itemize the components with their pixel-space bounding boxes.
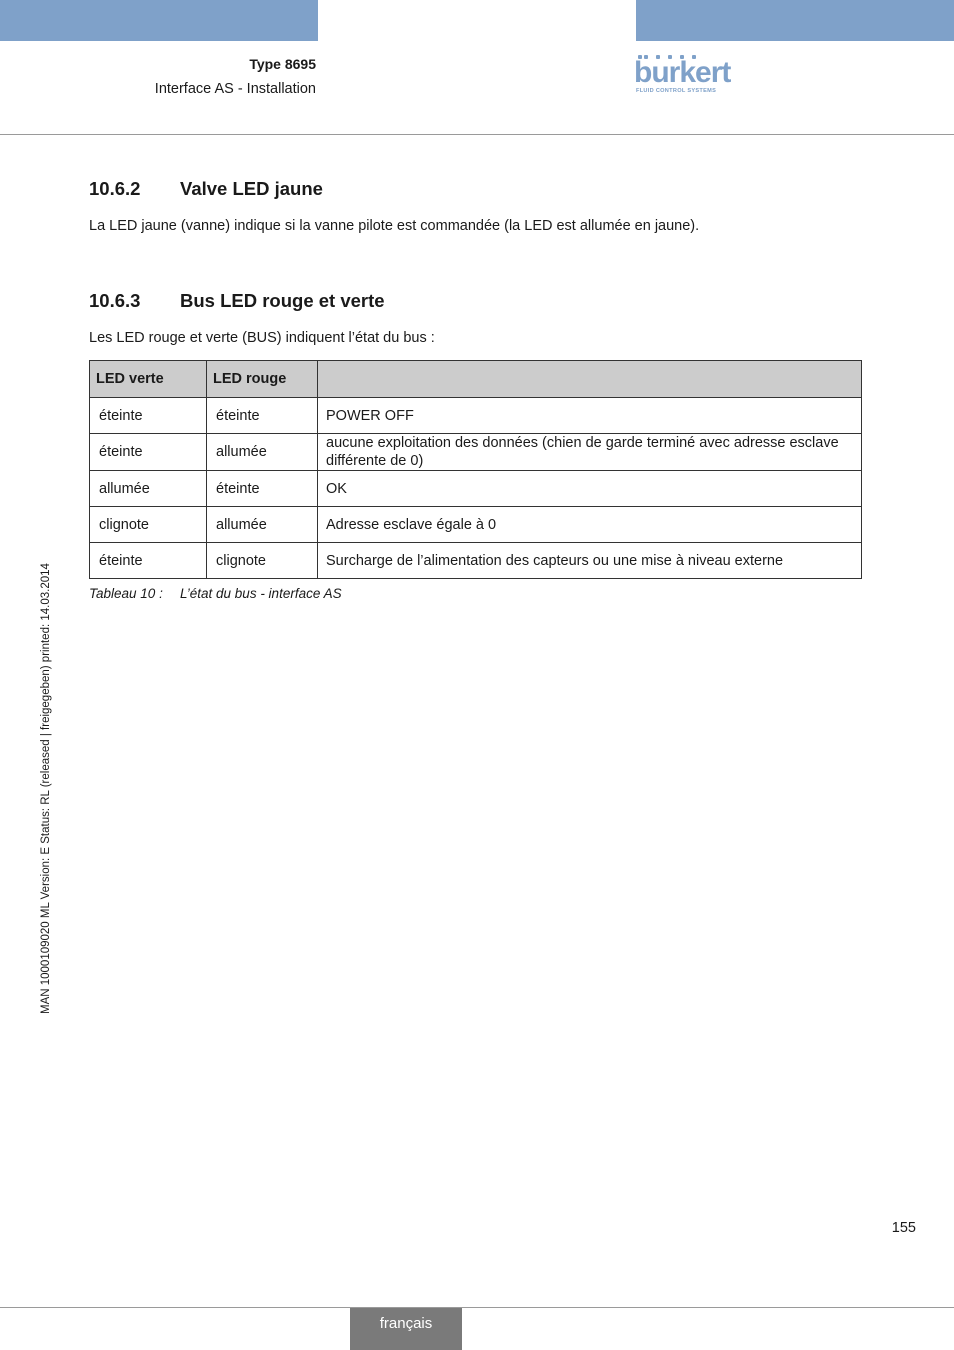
- section-heading-bus-led: [89, 290, 385, 312]
- cell-led-verte: allumée: [90, 471, 207, 507]
- section-number: 10.6.3: [89, 290, 141, 311]
- cell-description: aucune exploitation des données (chien de garde terminé avec adresse esclave différente de 0): [318, 434, 862, 471]
- section-title: Bus LED rouge et verte: [180, 290, 385, 311]
- logo-tagline: FLUID CONTROL SYSTEMS: [636, 88, 717, 94]
- table-row: [90, 543, 862, 579]
- header-description: [318, 361, 862, 398]
- header-divider: [0, 134, 954, 135]
- cell-led-rouge: éteinte: [207, 471, 318, 507]
- table-row: [90, 434, 862, 471]
- cell-led-verte: éteinte: [90, 434, 207, 471]
- cell-led-rouge: allumée: [207, 507, 318, 543]
- header-led-verte: LED verte: [90, 361, 207, 398]
- cell-description: OK: [318, 471, 862, 507]
- section-number: 10.6.2: [89, 178, 141, 199]
- caption-label: Tableau 10 :: [89, 586, 163, 601]
- cell-description: POWER OFF: [318, 398, 862, 434]
- header-bar-left: [0, 0, 318, 41]
- document-status-note: MAN 1000109020 ML Version: E Status: RL (released | freigegeben) printed: 14.03.2014: [40, 563, 52, 1014]
- cell-led-rouge: clignote: [207, 543, 318, 579]
- document-subtitle: Interface AS - Installation: [154, 81, 316, 97]
- header-led-rouge: LED rouge: [207, 361, 318, 398]
- document-type: Type 8695: [249, 56, 316, 72]
- caption-text: L’état du bus - interface AS: [180, 586, 342, 601]
- cell-description: Surcharge de l’alimentation des capteurs ou une mise à niveau externe: [318, 543, 862, 579]
- cell-description: Adresse esclave égale à 0: [318, 507, 862, 543]
- section-title: Valve LED jaune: [180, 178, 323, 199]
- header-bar-right: [636, 0, 954, 41]
- table-header-row: [90, 361, 862, 398]
- cell-led-verte: éteinte: [90, 398, 207, 434]
- table-caption: [89, 586, 342, 601]
- table-row: [90, 507, 862, 543]
- table-row: [90, 471, 862, 507]
- cell-led-verte: éteinte: [90, 543, 207, 579]
- table-row: [90, 398, 862, 434]
- section-bus-led-text: Les LED rouge et verte (BUS) indiquent l’état du bus :: [89, 330, 435, 346]
- cell-led-verte: clignote: [90, 507, 207, 543]
- bus-status-table: [89, 360, 862, 579]
- page-number: 155: [891, 1220, 916, 1236]
- logo-wordmark: burkert: [634, 56, 731, 89]
- language-tab: français: [350, 1308, 462, 1350]
- section-heading-valve-led: [89, 178, 323, 200]
- section-valve-led-text: La LED jaune (vanne) indique si la vanne pilote est commandée (la LED est allumée en jaune).: [89, 218, 700, 234]
- cell-led-rouge: allumée: [207, 434, 318, 471]
- cell-led-rouge: éteinte: [207, 398, 318, 434]
- burkert-logo: [634, 58, 734, 96]
- footer-divider: [0, 1307, 954, 1308]
